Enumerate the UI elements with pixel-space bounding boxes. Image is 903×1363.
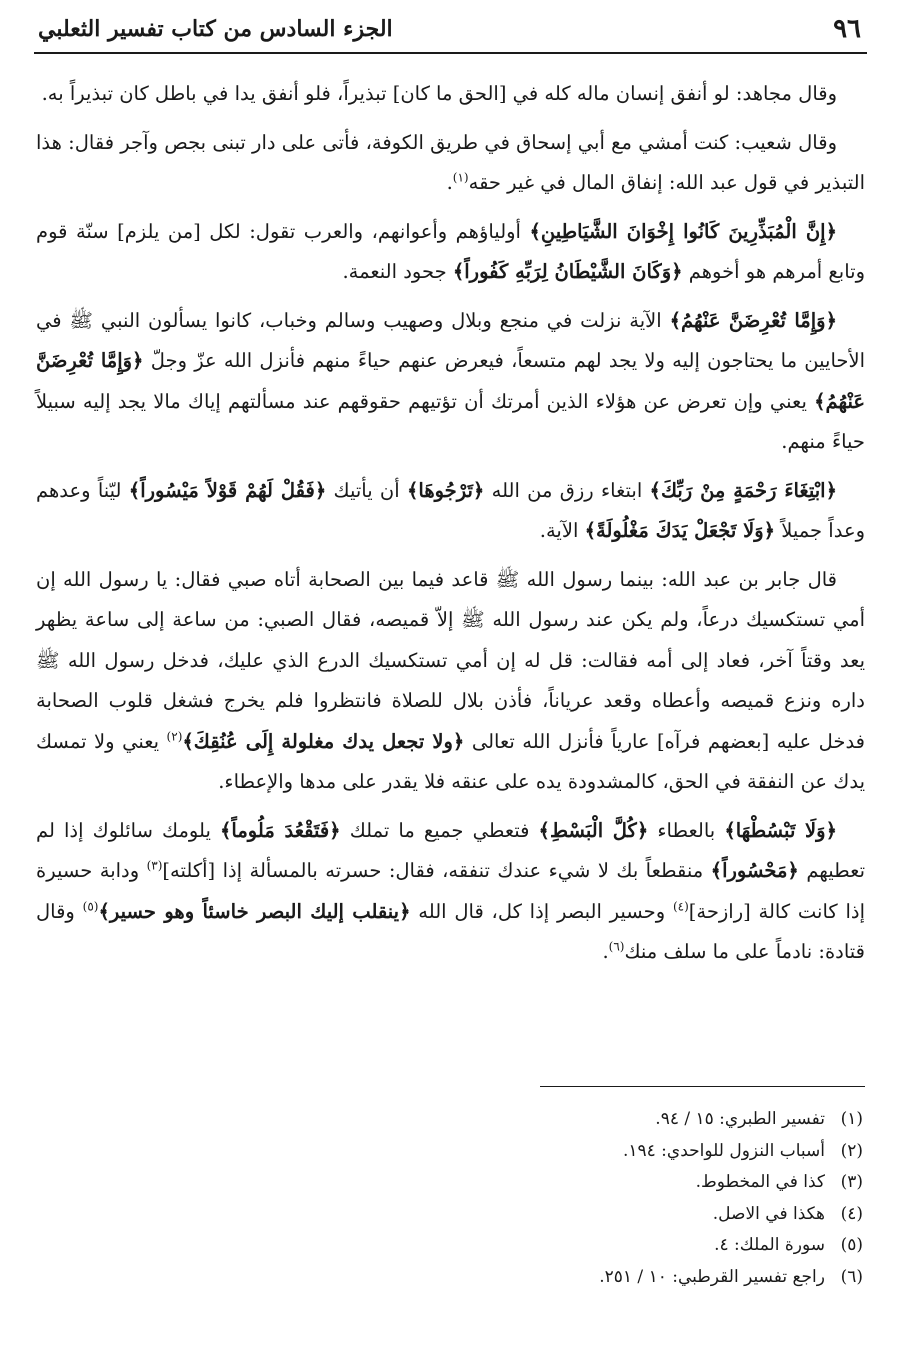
text-run: يلومك سائلوك إذا لم تعطيهم <box>36 818 865 882</box>
quran-verse: ﴿وَإِمَّا تُعْرِضَنَّ عَنْهُمُ﴾ <box>36 349 865 413</box>
paragraph <box>36 212 865 293</box>
quran-verse: ﴿كُلَّ الْبَسْطِ﴾ <box>538 818 649 842</box>
footnote-number: (٢) <box>840 1140 863 1161</box>
quran-verse: ﴿وَلَا تَجْعَلْ يَدَكَ مَغْلُولَةً﴾ <box>584 519 776 542</box>
quran-verse: ﴿وَإِمَّا تُعْرِضَنَّ عَنْهُمُ﴾ <box>669 308 837 332</box>
footnote-number: (٦) <box>840 1266 863 1287</box>
paragraph <box>36 471 865 552</box>
quran-verse: ﴿ابْتِغَاءَ رَحْمَةٍ مِنْ رَبِّكَ﴾ <box>649 478 837 502</box>
paragraph <box>36 74 865 115</box>
quran-verse: ﴿إِنَّ الْمُبَذِّرِينَ كَانُوا إِخْوَانَ الشَّيَاطِينِ﴾ <box>529 219 837 243</box>
text-run: أولياؤهم وأعوانهم، والعرب تقول: لكل [من يلزم] سنّة قوم وتابع أمرهم هو أخوهم <box>36 219 865 283</box>
footnote-ref: (٥) <box>82 899 99 913</box>
quran-verse: ﴿وَكَانَ الشَّيْطَانُ لِرَبِّهِ كَفُوراً﴾ <box>452 260 683 283</box>
footnote-ref: (١) <box>452 170 469 185</box>
quran-verse: ﴿ينقلب إليك البصر خاسئاً وهو حسير﴾ <box>98 899 411 923</box>
footnote-divider <box>540 1086 865 1087</box>
text-run: وقال مجاهد: لو أنفق إنسان ماله كله في [الحق ما كان] تبذيراً، فلو أنفق يدا في باطل كان تبذيراً به. <box>41 82 837 105</box>
footnote-ref: (٤) <box>672 899 689 913</box>
footnote <box>60 1199 863 1231</box>
footnote-number: (٤) <box>840 1203 863 1224</box>
paragraph <box>36 123 865 204</box>
paragraph <box>36 560 865 803</box>
text-run: أن يأتيك <box>326 478 407 502</box>
text-run: وقال قتادة: نادماً على ما سلف منك <box>36 899 865 963</box>
footnote <box>60 1167 863 1199</box>
footnote-number: (١) <box>840 1109 863 1129</box>
page-number: ٩٦ <box>833 14 861 44</box>
footnote-text: هكذا في الاصل. <box>712 1203 825 1224</box>
footnote-number: (٥) <box>840 1235 863 1255</box>
text-run: يعني وإن تعرض عن هؤلاء الذين أمرتك أن تؤتيهم حقوقهم عند مسألتهم إياك مالا يجد إليه سبيلاً حياءً منهم. <box>36 389 865 453</box>
text-run: . <box>446 171 453 194</box>
text-run: ابتغاء رزق من الله <box>484 478 650 502</box>
text-run: ودابة حسيرة إذا كانت كالة [رازحة] <box>36 859 865 923</box>
quran-verse: ﴿فَتَقْعُدَ مَلُوماً﴾ <box>219 818 341 842</box>
footnote-ref: (٦) <box>608 939 625 954</box>
footnote-ref: (٢) <box>166 729 183 743</box>
footnote-text: تفسير الطبري: ١٥ / ٩٤. <box>655 1109 825 1129</box>
footnote-text: راجع تفسير القرطبي: ١٠ / ٢٥١. <box>599 1266 825 1287</box>
footnote-text: سورة الملك: ٤. <box>714 1235 825 1255</box>
text-run: فتعطي جميع ما تملك <box>340 818 539 842</box>
text-run: وحسير البصر إذا كل، قال الله <box>410 899 673 923</box>
quran-verse: ﴿فَقُلْ لَهُمْ قَوْلاً مَيْسُوراً﴾ <box>128 478 327 502</box>
text-run: جحود النعمة. <box>342 260 453 283</box>
text-run: . <box>602 940 609 963</box>
text-run: منقطعاً بك لا شيء عندك تنفقه، فقال: حسرته بالمسألة إذا [أكلته] <box>162 859 711 882</box>
footnote-ref: (٣) <box>146 858 163 873</box>
text-run: الآية. <box>539 519 585 542</box>
text-run: ليّناً وعدهم وعداً جميلاً <box>36 478 865 542</box>
quran-verse: ﴿وَلَا تَبْسُطْهَا﴾ <box>724 818 838 842</box>
text-run: الآية نزلت في منجع وبلال وصهيب وسالم وخباب، كانوا يسألون النبي ﷺ في الأحايين ما يحتاجون إليه ولا يجد لهم متسعاً، فيعرض عنهم حياءً منهم فأنزل الله عزّ وجلّ <box>36 308 865 372</box>
text-run: بالعطاء <box>648 818 725 842</box>
quran-verse: ﴿تَرْجُوهَا﴾ <box>406 478 485 502</box>
quran-verse: ﴿مَحْسُوراً﴾ <box>710 859 799 882</box>
footnotes <box>60 1104 863 1293</box>
footnote <box>60 1104 863 1136</box>
paragraph <box>36 301 865 463</box>
page-header <box>34 10 867 54</box>
paragraph <box>36 811 865 973</box>
footnote <box>60 1230 863 1262</box>
text-run: قال جابر بن عبد الله: بينما رسول الله ﷺ قاعد فيما بين الصحابة أتاه صبي فقال: يا رسول الله إن أمي تستكسيك درعاً، ولم يكن عند رسول الله ﷺ إلاّ قميصه، فقال الصبي: من ساعة إلى ساعة يظهر يعد وقتاً آخر، فعاد إلى أمه فقالت: قل له إن أمي تستكسيك الدرع الذي عليك، فدخل رسول الله ﷺ داره ونزع قميصه وأعطاه وقعد عرياناً، فأذن بلال للصلاة فانتظروا فلم يخرج فشغل قلوب الصحابة فدخل عليه [بعضهم فرآه] عارياً فأنزل الله تعالى <box>36 567 865 753</box>
footnote <box>60 1136 863 1168</box>
text-run: وقال شعيب: كنت أمشي مع أبي إسحاق في طريق الكوفة، فأتى على دار تبنى بجص وآجر فقال: هذا التبذير في قول عبد الله: إنفاق المال في غير حقه <box>36 130 865 194</box>
running-title: الجزء السادس من كتاب تفسير الثعلبي <box>38 16 393 42</box>
quran-verse: ﴿ولا تجعل يدك مغلولة إِلَى عُنُقِكَ﴾ <box>182 729 465 753</box>
footnote-text: كذا في المخطوط. <box>695 1172 825 1192</box>
footnote-text: أسباب النزول للواحدي: ١٩٤. <box>622 1140 825 1161</box>
footnote <box>60 1262 863 1294</box>
main-text <box>36 74 865 981</box>
text-run: يعني ولا تمسك يدك عن النفقة في الحق، كالمشدودة يده على عنقه فلا يقدر على مدها والإعطاء. <box>36 729 865 793</box>
footnote-number: (٣) <box>840 1172 863 1192</box>
